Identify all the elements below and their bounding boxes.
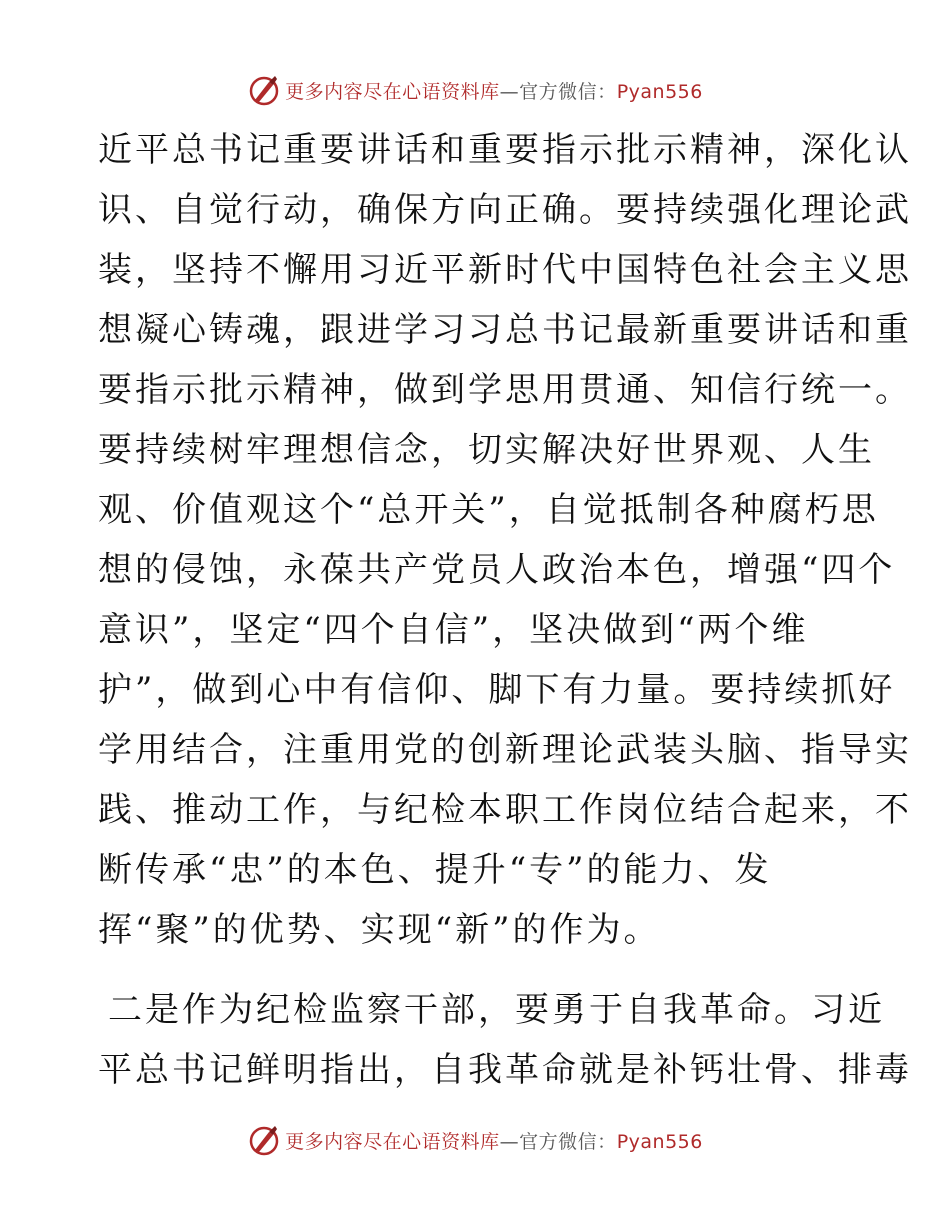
footer-banner-id: Pyan556 xyxy=(616,1130,703,1153)
body-line: 识、自觉行动，确保方向正确。要持续强化理论武 xyxy=(98,190,912,230)
footer-banner-text xyxy=(285,1127,703,1154)
header-banner-text xyxy=(285,77,703,104)
body-line: 观、价值观这个“总开关”，自觉抵制各种腐朽思 xyxy=(98,490,879,530)
document-body xyxy=(98,120,912,1100)
footer-banner-separator: —官方微信： xyxy=(499,1130,617,1153)
quill-pen-icon xyxy=(247,1123,281,1157)
body-line: 挥“聚”的优势、实现“新”的作为。 xyxy=(98,910,661,950)
body-line: 要指示批示精神，做到学思用贯通、知信行统一。 xyxy=(98,370,912,410)
header-banner-main: 更多内容尽在心语资料库 xyxy=(285,80,500,103)
section2-line: 二是作为纪检监察干部，要勇于自我革命。习近 xyxy=(108,990,885,1030)
body-line: 近平总书记重要讲话和重要指示批示精神，深化认 xyxy=(98,130,912,170)
body-line: 想的侵蚀，永葆共产党员人政治本色，增强“四个 xyxy=(98,550,896,590)
body-line: 学用结合，注重用党的创新理论武装头脑、指导实 xyxy=(98,730,912,770)
body-line: 断传承“忠”的本色、提升“专”的能力、发 xyxy=(98,850,772,890)
body-line: 意识”，坚定“四个自信”，坚决做到“两个维 xyxy=(98,610,809,650)
body-line: 护”，做到心中有信仰、脚下有力量。要持续抓好 xyxy=(98,670,896,710)
body-line: 践、推动工作，与纪检本职工作岗位结合起来，不 xyxy=(98,790,912,830)
quill-pen-icon xyxy=(247,73,281,107)
header-banner-id: Pyan556 xyxy=(616,80,703,103)
header-banner-separator: —官方微信： xyxy=(499,80,617,103)
footer-banner xyxy=(0,1120,950,1160)
footer-banner-main: 更多内容尽在心语资料库 xyxy=(285,1130,500,1153)
section2-line: 平总书记鲜明指出，自我革命就是补钙壮骨、排毒 xyxy=(98,1050,912,1090)
body-line: 想凝心铸魂，跟进学习习总书记最新重要讲话和重 xyxy=(98,310,912,350)
body-line: 装，坚持不懈用习近平新时代中国特色社会主义思 xyxy=(98,250,912,290)
header-banner xyxy=(0,70,950,110)
body-line: 要持续树牢理想信念，切实解决好世界观、人生 xyxy=(98,430,875,470)
